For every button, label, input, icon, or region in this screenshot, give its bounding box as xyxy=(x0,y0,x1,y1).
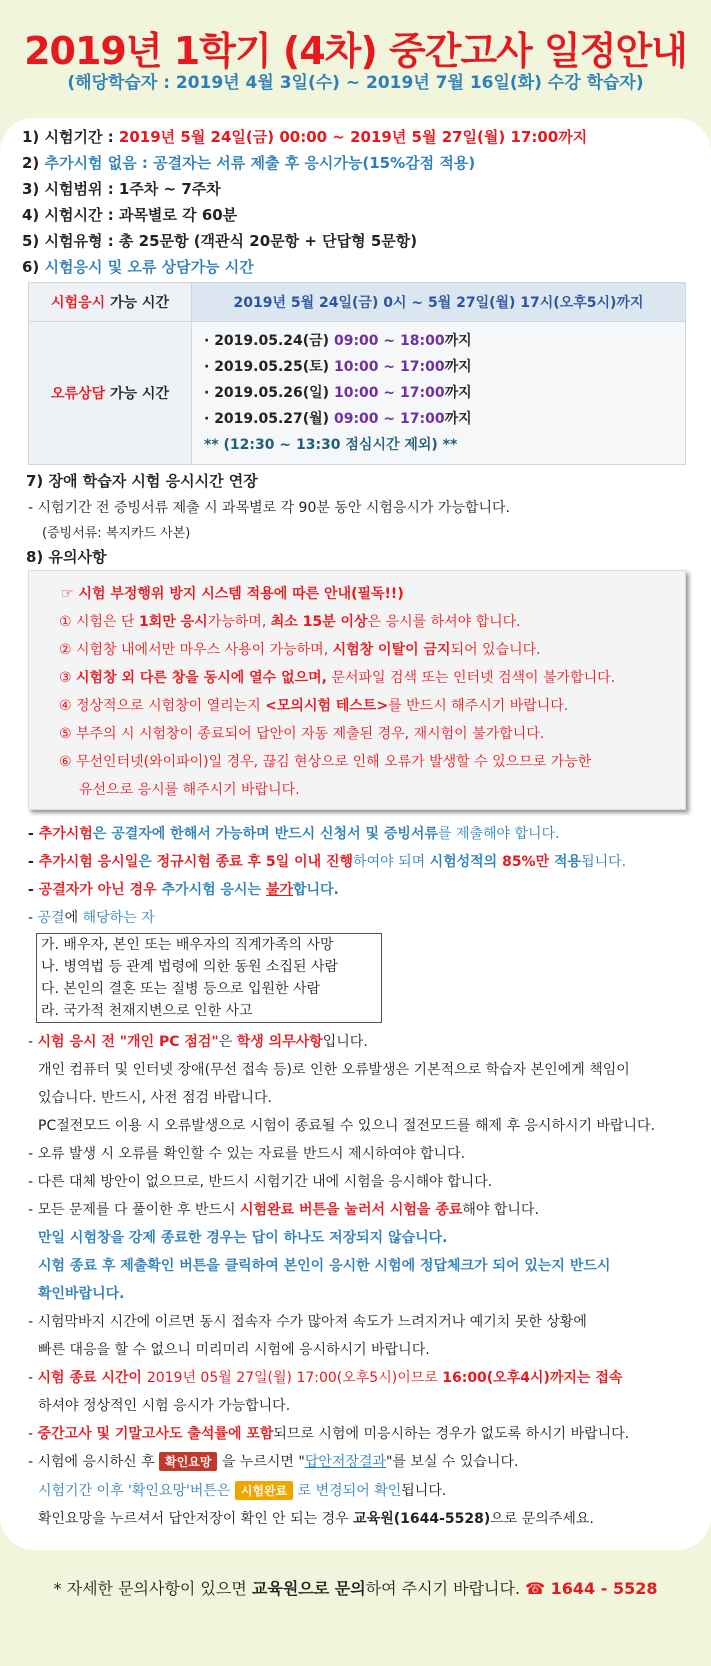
t: 교육원으로 문의 xyxy=(251,1579,366,1598)
item-extra-exam xyxy=(22,152,475,173)
notice-item: ⑥ 무선인터넷(와이파이)일 경우, 끊김 현상으로 인해 오류가 발생할 수 있으므로 가능한 xyxy=(59,754,592,770)
answer-result-link[interactable]: 답안저장결과 xyxy=(304,1454,386,1470)
table-row xyxy=(29,283,686,322)
label-rest: 가능 시간 xyxy=(105,386,169,402)
bullet-cont: 만일 시험창을 강제 종료한 경우는 답이 하나도 저장되지 않습니다. xyxy=(38,1230,448,1246)
bullet-cont: 확인바랍니다. xyxy=(38,1286,125,1302)
notice-title: ☞ 시험 부정행위 방지 시스템 적용에 따른 안내(필독!!) xyxy=(61,586,404,602)
time: 10:00 ~ 17:00 xyxy=(333,359,445,375)
tail: 까지 xyxy=(444,333,472,349)
date: · 2019.05.27(월) xyxy=(204,411,334,427)
t: 확인요망을 누르셔서 답안저장이 확인 안 되는 경우 xyxy=(38,1511,354,1527)
t: 시험완료 버튼을 눌러서 시험을 종료 xyxy=(240,1202,463,1218)
item-number: 6) xyxy=(22,258,45,276)
eligibility-box xyxy=(36,933,382,1023)
footer-contact xyxy=(0,1576,711,1599)
t: - 모든 문제를 다 풀이한 후 반드시 xyxy=(28,1202,241,1218)
bullet-cont: 있습니다. 반드시, 사전 점검 바랍니다. xyxy=(38,1090,273,1106)
consult-date xyxy=(204,380,685,406)
t: 하는 자 xyxy=(109,910,155,926)
bullet-line xyxy=(28,879,339,899)
t: 은 응시를 하셔야 합니다. xyxy=(367,614,521,630)
t: 시험기간 이후 '확인요망'버튼은 xyxy=(38,1483,235,1499)
t: 됩니다. xyxy=(581,854,627,870)
t: 를 반드시 해주시기 바랍니다. xyxy=(388,698,569,714)
list-item: 가. 배우자, 본인 또는 배우자의 직계가족의 사망 xyxy=(41,937,334,953)
bullet-line xyxy=(28,1423,629,1443)
label-highlight: 시험응시 xyxy=(51,295,106,311)
t: 으로 문의주세요. xyxy=(490,1511,594,1527)
bullet-line xyxy=(28,1031,368,1051)
list-item: 나. 병역법 등 관계 법령에 의한 동원 소집된 사람 xyxy=(41,959,339,975)
consult-date xyxy=(204,354,685,380)
t: 에 xyxy=(64,910,83,926)
t: 됩니다. xyxy=(401,1483,447,1499)
bullet-line xyxy=(28,1451,518,1471)
item-value: 2019년 5월 24일(금) 00:00 ~ 2019년 5월 27일(월) 17:00까지 xyxy=(118,128,588,146)
consult-time-label xyxy=(29,322,192,465)
page-subtitle: (해당학습자 : 2019년 4월 3일(수) ~ 2019년 7월 16일(화) 수강 학습자) xyxy=(67,73,644,93)
bullet-cont: 시험 종료 후 제출확인 버튼을 클릭하여 본인이 응시한 시험에 정답체크가 되어 있는지 반드시 xyxy=(38,1258,611,1274)
bullet-cont xyxy=(38,1480,446,1500)
consult-time-list xyxy=(192,322,686,465)
t: 가능하며, xyxy=(207,614,271,630)
t: 시험 응시 전 "개인 PC 점검" xyxy=(37,1034,219,1050)
t: 이므로 xyxy=(397,1370,443,1386)
date: · 2019.05.26(일) xyxy=(204,385,334,401)
lunch-note: ** (12:30 ~ 13:30 점심시간 제외) ** xyxy=(204,437,458,453)
t: 시험창 이탈이 금지 xyxy=(332,642,451,658)
t: - xyxy=(28,910,38,926)
bullet-cont: 하셔야 정상적인 시험 응시가 가능합니다. xyxy=(38,1398,291,1414)
confirm-required-button[interactable]: 확인요망 xyxy=(159,1452,217,1471)
t: 합니다. xyxy=(293,882,339,898)
bullet-line: - 오류 발생 시 오류를 확인할 수 있는 자료를 반드시 제시하여야 합니다. xyxy=(28,1146,466,1162)
item-text: 추가시험 없음 : 공결자는 서류 제출 후 응시가능(15%감점 적용) xyxy=(44,154,476,172)
t: 문서파일 검색 또는 인터넷 검색이 불가합니다. xyxy=(326,670,616,686)
notice-item xyxy=(59,695,568,715)
date: · 2019.05.25(토) xyxy=(204,359,334,375)
t: 하여 주시기 바랍니다. xyxy=(365,1579,526,1598)
notice-box xyxy=(28,570,686,810)
notice-item xyxy=(59,667,615,687)
time: 09:00 ~ 17:00 xyxy=(333,411,445,427)
bullet-line xyxy=(28,907,155,927)
t: 교육원(1644-5528) xyxy=(353,1511,491,1527)
label-highlight: 오류상담 xyxy=(51,386,106,402)
notice-item: ⑤ 부주의 시 시험창이 종료되어 답안이 자동 제출된 경우, 재시험이 불가합니다. xyxy=(59,726,545,742)
t: - xyxy=(28,826,39,842)
date: · 2019.05.24(금) xyxy=(204,333,334,349)
list-item: 라. 국가적 천재지변으로 인한 사고 xyxy=(41,1003,253,1019)
t: 1회만 응시 xyxy=(139,614,208,630)
exam-time-value: 2019년 5월 24일(금) 0시 ~ 5월 27일(월) 17시(오후5시)까지 xyxy=(192,283,686,322)
t: ③ xyxy=(59,670,77,686)
t: - xyxy=(28,854,39,870)
tail: 까지 xyxy=(444,385,472,401)
item-exam-period xyxy=(22,126,587,147)
t: ② 시험창 내에서만 마우스 사용이 가능하며, xyxy=(59,642,333,658)
t: 되므로 시험에 미응시하는 경우가 없도록 하시기 바랍니다. xyxy=(273,1426,630,1442)
t: ④ 정상적으로 시험창이 열리는지 xyxy=(59,698,266,714)
item-exam-scope: 3) 시험범위 : 1주차 ~ 7주차 xyxy=(22,180,221,198)
bullet-cont: PC절전모드 이용 시 오류발생으로 시험이 종료될 수 있으니 절전모드를 해제 후 응시하시기 바랍니다. xyxy=(38,1118,656,1134)
item-number: 2) xyxy=(22,154,45,172)
t: 불가 xyxy=(265,882,293,898)
t: - xyxy=(28,1034,38,1050)
t: 로 변경되어 확인 xyxy=(293,1483,402,1499)
item-consult-time xyxy=(22,256,254,277)
t: 추가시험 xyxy=(38,826,93,842)
item-label: 1) 시험기간 : xyxy=(22,128,119,146)
table-row xyxy=(29,322,686,465)
bullet-line xyxy=(28,1199,539,1219)
item-exam-type: 5) 시험유형 : 총 25문항 (객관식 20문항 + 단답형 5문항) xyxy=(22,232,418,250)
bullet-cont xyxy=(38,1508,594,1528)
t: 를 제출해야 합니다. xyxy=(437,826,560,842)
t: 입니다. xyxy=(322,1034,368,1050)
t: 공결자가 아닌 경우 xyxy=(38,882,162,898)
tail: 까지 xyxy=(444,359,472,375)
section-7-note: (증빙서류: 복지카드 사본) xyxy=(42,526,191,541)
t: <모의시험 테스트> xyxy=(265,698,389,714)
t: 학생 의무사항 xyxy=(236,1034,323,1050)
bullet-line xyxy=(28,1367,622,1387)
tail: 까지 xyxy=(444,411,472,427)
notice-item xyxy=(59,611,521,631)
time: 09:00 ~ 18:00 xyxy=(333,333,445,349)
bullet-line: - 다른 대체 방안이 없으므로, 반드시 시험기간 내에 시험을 응시해야 합니다. xyxy=(28,1174,493,1190)
bullet-line xyxy=(28,851,626,871)
notice-item-cont: 유선으로 응시를 해주시기 바랍니다. xyxy=(79,782,300,798)
t: 시험 종료 시간이 xyxy=(37,1370,147,1386)
t: 은 공결자에 한해서 가능하며 반드시 신청서 및 증빙서류 xyxy=(92,826,438,842)
t: - xyxy=(28,882,39,898)
t: "를 보실 수 있습니다. xyxy=(386,1454,519,1470)
time: 10:00 ~ 17:00 xyxy=(333,385,445,401)
label-rest: 가능 시간 xyxy=(105,295,169,311)
bullet-line: - 시험막바지 시간에 이르면 동시 접속자 수가 많아져 속도가 느려지거나 예기치 못한 상황에 xyxy=(28,1314,587,1330)
t: - xyxy=(28,1370,38,1386)
t: 해야 합니다. xyxy=(462,1202,539,1218)
phone-number: ☎ 1644 - 5528 xyxy=(525,1579,658,1598)
t: 은 xyxy=(218,1034,237,1050)
section-8-title: 8) 유의사항 xyxy=(26,548,107,566)
t: 추가시험 응시일 xyxy=(38,854,139,870)
t: 16:00(오후4시)까지는 접속 xyxy=(442,1370,623,1386)
bullet-cont: 빠른 대응을 할 수 없으니 미리미리 시험에 응시하시기 바랍니다. xyxy=(38,1342,430,1358)
schedule-table xyxy=(28,282,686,465)
t: ① 시험은 단 xyxy=(59,614,139,630)
consult-date xyxy=(204,406,685,432)
t: 정규시험 종료 후 xyxy=(156,854,262,870)
t: 적용 xyxy=(549,854,582,870)
exam-time-label xyxy=(29,283,192,322)
section-7-line: - 시험기간 전 증빙서류 제출 시 과목별로 각 90분 동안 시험응시가 가능합니다. xyxy=(28,500,510,516)
t: 되어 있습니다. xyxy=(450,642,541,658)
t: 해당 xyxy=(82,910,110,926)
list-item: 다. 본인의 결혼 또는 질병 등으로 입원한 사람 xyxy=(41,981,321,997)
bullet-line xyxy=(28,823,560,843)
t: 최소 15분 이상 xyxy=(270,614,368,630)
t: - 시험에 응시하신 후 xyxy=(28,1454,160,1470)
t: 추가시험 응시는 xyxy=(161,882,266,898)
t: 중간고사 및 기말고사도 출석률에 포함 xyxy=(37,1426,274,1442)
t: 2019년 05월 27일(월) 17:00(오후5시) xyxy=(146,1370,398,1386)
t: - xyxy=(28,1426,38,1442)
t: 하여야 되며 xyxy=(353,854,430,870)
t: 시험창 외 다른 창을 동시에 열수 없으며, xyxy=(76,670,327,686)
exam-complete-badge: 시험완료 xyxy=(235,1481,293,1500)
t: 을 누르시면 " xyxy=(217,1454,305,1470)
t: 5일 이내 진행 xyxy=(261,854,354,870)
bullet-cont: 개인 컴퓨터 및 인터넷 장애(무선 접속 등)로 인한 오류발생은 기본적으로 학습자 본인에게 책임이 xyxy=(38,1062,630,1078)
consult-date xyxy=(204,328,685,354)
notice-item xyxy=(59,639,541,659)
t: * 자세한 문의사항이 있으면 xyxy=(53,1579,252,1598)
item-text: 시험응시 및 오류 상담가능 시간 xyxy=(44,258,254,276)
page-title: 2019년 1학기 (4차) 중간고사 일정안내 xyxy=(24,29,687,73)
t: 시험성적의 xyxy=(429,854,503,870)
t: 은 xyxy=(138,854,157,870)
t: 공결 xyxy=(37,910,65,926)
t: 85%만 xyxy=(502,854,550,870)
item-exam-time: 4) 시험시간 : 과목별로 각 60분 xyxy=(22,206,238,224)
section-7-title: 7) 장애 학습자 시험 응시시간 연장 xyxy=(26,472,258,490)
